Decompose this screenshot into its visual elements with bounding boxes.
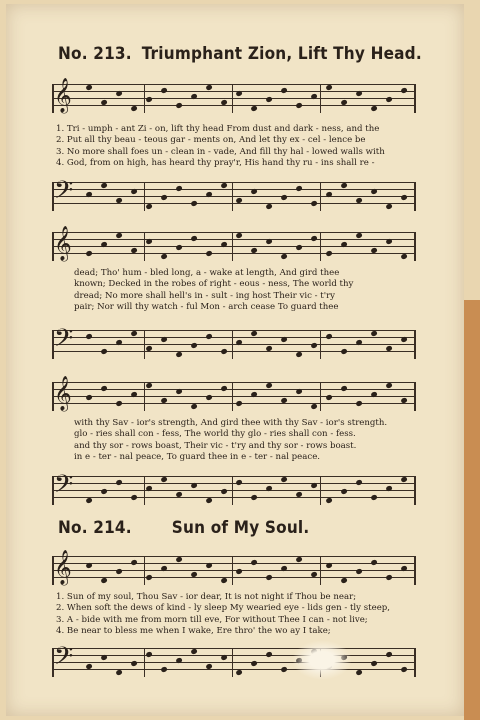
notehead — [115, 197, 122, 203]
notehead — [220, 99, 227, 105]
notehead — [325, 562, 332, 568]
notehead — [385, 382, 392, 388]
notehead — [175, 556, 182, 562]
notehead — [250, 494, 257, 500]
notehead — [385, 203, 392, 209]
verse-line: 2. Put all thy beau - teous gar - ments on, And let thy ex - cel - lence be — [56, 135, 366, 146]
notehead — [175, 102, 182, 108]
staff-treble-2 — [52, 226, 416, 261]
notehead — [115, 90, 122, 96]
notehead — [145, 345, 152, 351]
staff-bass-4 — [52, 642, 416, 677]
notehead — [310, 235, 317, 241]
notehead — [205, 250, 212, 256]
notehead — [385, 485, 392, 491]
barline — [144, 330, 145, 359]
notehead — [370, 330, 377, 336]
barline — [144, 648, 145, 677]
notehead — [190, 571, 197, 577]
barline — [232, 84, 233, 113]
verse-line: glo - ries shall con - fess, The world thy glo - ries shall con - fess. — [74, 429, 356, 440]
notehead — [325, 191, 332, 197]
notehead — [205, 562, 212, 568]
notehead — [160, 87, 167, 93]
notehead — [400, 666, 407, 672]
notehead — [85, 250, 92, 256]
notehead — [85, 497, 92, 503]
notehead — [115, 669, 122, 675]
barline — [232, 556, 233, 585]
notehead — [160, 336, 167, 342]
notehead — [400, 476, 407, 482]
notehead — [130, 391, 137, 397]
verse-line: 4. Be near to bless me when I wake, Ere thro' the wo ay I take; — [56, 625, 331, 636]
verse-line: dead; Tho' hum - bled long, a - wake at length, And gird thee — [74, 268, 340, 278]
notehead — [220, 654, 227, 660]
notehead — [310, 482, 317, 488]
verse-line: 1. Sun of my soul, Thou Sav - ior dear, It is not night if Thou be near; — [56, 592, 357, 602]
staff-treble-3 — [52, 376, 416, 411]
barline — [232, 382, 233, 411]
notehead — [370, 494, 377, 500]
treble-clef-icon: 𝄞 — [54, 78, 72, 113]
verse-line: in e - ter - nal peace, To guard thee in e - ter - nal peace. — [74, 451, 321, 462]
staff-bass-1 — [52, 176, 416, 211]
notehead — [235, 90, 242, 96]
notehead — [370, 660, 377, 666]
notehead — [355, 339, 362, 345]
notehead — [205, 663, 212, 669]
notehead — [130, 494, 137, 500]
notehead — [385, 238, 392, 244]
verse-line: 1. Tri - umph - ant Zi - on, lift thy head From dust and dark - ness, and the — [56, 124, 380, 134]
notehead — [130, 188, 137, 194]
notehead — [115, 339, 122, 345]
notehead — [355, 568, 362, 574]
notehead — [115, 232, 122, 238]
notehead — [250, 247, 257, 253]
notehead — [220, 348, 227, 354]
notehead — [235, 339, 242, 345]
notehead — [400, 253, 407, 259]
notehead — [85, 191, 92, 197]
notehead — [280, 253, 287, 259]
notehead — [355, 232, 362, 238]
notehead — [175, 388, 182, 394]
notehead — [400, 336, 407, 342]
barline — [320, 476, 321, 505]
page-edge — [464, 300, 480, 720]
notehead — [340, 241, 347, 247]
notehead — [160, 476, 167, 482]
hymn-213-heading — [58, 44, 422, 64]
notehead — [130, 247, 137, 253]
notehead — [355, 197, 362, 203]
verse-line: pair; Nor will thy watch - ful Mon - arch cease To guard thee — [74, 301, 339, 312]
notehead — [205, 191, 212, 197]
notehead — [250, 660, 257, 666]
verse-line: with thy Sav - ior's strength, And gird thee with thy Sav - ior's strength. — [74, 418, 388, 428]
notehead — [130, 559, 137, 565]
notehead — [190, 648, 197, 654]
barline — [320, 382, 321, 411]
notehead — [340, 577, 347, 583]
notehead — [100, 385, 107, 391]
barline — [144, 476, 145, 505]
barline — [232, 182, 233, 211]
notehead — [370, 188, 377, 194]
notehead — [235, 669, 242, 675]
notehead — [220, 182, 227, 188]
staff-bass-3 — [52, 470, 416, 505]
notehead — [130, 105, 137, 111]
notehead — [295, 491, 302, 497]
bass-clef-icon: 𝄢 — [54, 642, 74, 677]
notehead — [145, 382, 152, 388]
notehead — [310, 403, 317, 409]
notehead — [325, 250, 332, 256]
notehead — [340, 385, 347, 391]
notehead — [130, 660, 137, 666]
notehead — [145, 96, 152, 102]
notehead — [85, 562, 92, 568]
notehead — [280, 336, 287, 342]
notehead — [175, 351, 182, 357]
notehead — [280, 565, 287, 571]
notehead — [220, 577, 227, 583]
notehead — [205, 497, 212, 503]
notehead — [250, 559, 257, 565]
notehead — [85, 84, 92, 90]
notehead — [385, 574, 392, 580]
notehead — [100, 348, 107, 354]
notehead — [265, 345, 272, 351]
notehead — [265, 651, 272, 657]
staff-treble-4 — [52, 550, 416, 585]
notehead — [295, 351, 302, 357]
notehead — [250, 188, 257, 194]
notehead — [310, 342, 317, 348]
notehead — [100, 99, 107, 105]
notehead — [160, 194, 167, 200]
notehead — [190, 93, 197, 99]
notehead — [385, 96, 392, 102]
notehead — [145, 238, 152, 244]
hymn-213-title: Triumphant Zion, Lift Thy Head. — [141, 44, 422, 64]
notehead — [100, 654, 107, 660]
notehead — [400, 87, 407, 93]
verse-line: and thy sor - rows boast, Their vic - t'ry and thy sor - rows boast. — [74, 440, 357, 451]
notehead — [325, 84, 332, 90]
notehead — [295, 388, 302, 394]
notehead — [115, 568, 122, 574]
notehead — [355, 479, 362, 485]
notehead — [385, 345, 392, 351]
barline — [320, 330, 321, 359]
notehead — [265, 485, 272, 491]
verse-line: known; Decked in the robes of right - eous - ness, The world thy — [74, 279, 354, 290]
notehead — [265, 574, 272, 580]
verse-line: 3. A - bide with me from morn till eve, For without Thee I can - not live; — [56, 614, 368, 625]
notehead — [100, 577, 107, 583]
bass-clef-icon: 𝄢 — [54, 324, 74, 359]
notehead — [190, 342, 197, 348]
notehead — [265, 96, 272, 102]
hymn-214-title: Sun of My Soul. — [171, 518, 310, 538]
notehead — [235, 479, 242, 485]
notehead — [205, 333, 212, 339]
notehead — [205, 84, 212, 90]
staff-bass-2 — [52, 324, 416, 359]
notehead — [190, 200, 197, 206]
notehead — [145, 574, 152, 580]
notehead — [400, 194, 407, 200]
notehead — [250, 391, 257, 397]
barline — [144, 382, 145, 411]
notehead — [265, 203, 272, 209]
notehead — [325, 333, 332, 339]
notehead — [340, 348, 347, 354]
barline — [320, 232, 321, 261]
notehead — [85, 333, 92, 339]
hymn-213-number: No. 213. — [58, 44, 132, 64]
bass-clef-icon: 𝄢 — [54, 176, 74, 211]
notehead — [280, 666, 287, 672]
verse-line: 2. When soft the dews of kind - ly sleep My wearied eye - lids gen - tly steep, — [56, 603, 391, 614]
notehead — [355, 90, 362, 96]
notehead — [220, 241, 227, 247]
notehead — [160, 253, 167, 259]
verse-line: dread; No more shall hell's in - sult - ing host Their vic - t'ry — [74, 290, 336, 301]
notehead — [235, 400, 242, 406]
notehead — [160, 666, 167, 672]
notehead — [190, 482, 197, 488]
notehead — [280, 476, 287, 482]
barline — [144, 232, 145, 261]
notehead — [175, 244, 182, 250]
notehead — [280, 194, 287, 200]
notehead — [145, 651, 152, 657]
notehead — [220, 488, 227, 494]
barline — [232, 232, 233, 261]
notehead — [145, 485, 152, 491]
notehead — [370, 247, 377, 253]
hymn-213-verses-2 — [74, 268, 436, 313]
notehead — [310, 200, 317, 206]
notehead — [250, 330, 257, 336]
notehead — [280, 397, 287, 403]
notehead — [175, 657, 182, 663]
barline — [232, 330, 233, 359]
notehead — [400, 397, 407, 403]
notehead — [100, 488, 107, 494]
treble-clef-icon: 𝄞 — [54, 550, 72, 585]
notehead — [265, 238, 272, 244]
notehead — [400, 565, 407, 571]
notehead — [325, 497, 332, 503]
notehead — [325, 394, 332, 400]
verse-line: 3. No more shall foes un - clean in - vade, And fill thy hal - lowed walls with — [56, 146, 385, 157]
notehead — [130, 330, 137, 336]
notehead — [370, 105, 377, 111]
hymn-214-verses-1 — [56, 592, 418, 637]
hymn-213-verses-3 — [74, 418, 436, 463]
notehead — [205, 394, 212, 400]
barline — [320, 182, 321, 211]
barline — [232, 648, 233, 677]
notehead — [190, 403, 197, 409]
notehead — [160, 565, 167, 571]
barline — [320, 84, 321, 113]
notehead — [355, 400, 362, 406]
staff-treble-1 — [52, 78, 416, 113]
notehead — [115, 479, 122, 485]
notehead — [340, 488, 347, 494]
notehead — [310, 93, 317, 99]
notehead — [115, 400, 122, 406]
notehead — [250, 105, 257, 111]
barline — [320, 556, 321, 585]
barline — [144, 556, 145, 585]
treble-clef-icon: 𝄞 — [54, 376, 72, 411]
notehead — [145, 203, 152, 209]
bass-clef-icon: 𝄢 — [54, 470, 74, 505]
notehead — [265, 382, 272, 388]
notehead — [295, 102, 302, 108]
notehead — [310, 571, 317, 577]
notehead — [295, 185, 302, 191]
notehead — [295, 244, 302, 250]
hymn-214-number: No. 214. — [58, 518, 132, 538]
hymn-213-verses-1 — [56, 124, 418, 169]
notehead — [85, 663, 92, 669]
notehead — [175, 491, 182, 497]
notehead — [85, 394, 92, 400]
notehead — [340, 182, 347, 188]
notehead — [100, 241, 107, 247]
notehead — [235, 197, 242, 203]
notehead — [355, 669, 362, 675]
notehead — [175, 185, 182, 191]
notehead — [100, 182, 107, 188]
paper-damage — [292, 640, 352, 680]
notehead — [280, 87, 287, 93]
hymn-214-heading — [58, 518, 309, 538]
notehead — [385, 651, 392, 657]
verse-line: 4. God, from on high, has heard thy pray'r, His hand thy ru - ins shall re - — [56, 157, 375, 168]
notehead — [220, 385, 227, 391]
treble-clef-icon: 𝄞 — [54, 226, 72, 261]
barline — [232, 476, 233, 505]
notehead — [370, 391, 377, 397]
notehead — [190, 235, 197, 241]
notehead — [235, 232, 242, 238]
notehead — [235, 568, 242, 574]
notehead — [340, 99, 347, 105]
notehead — [370, 559, 377, 565]
notehead — [160, 397, 167, 403]
notehead — [295, 556, 302, 562]
